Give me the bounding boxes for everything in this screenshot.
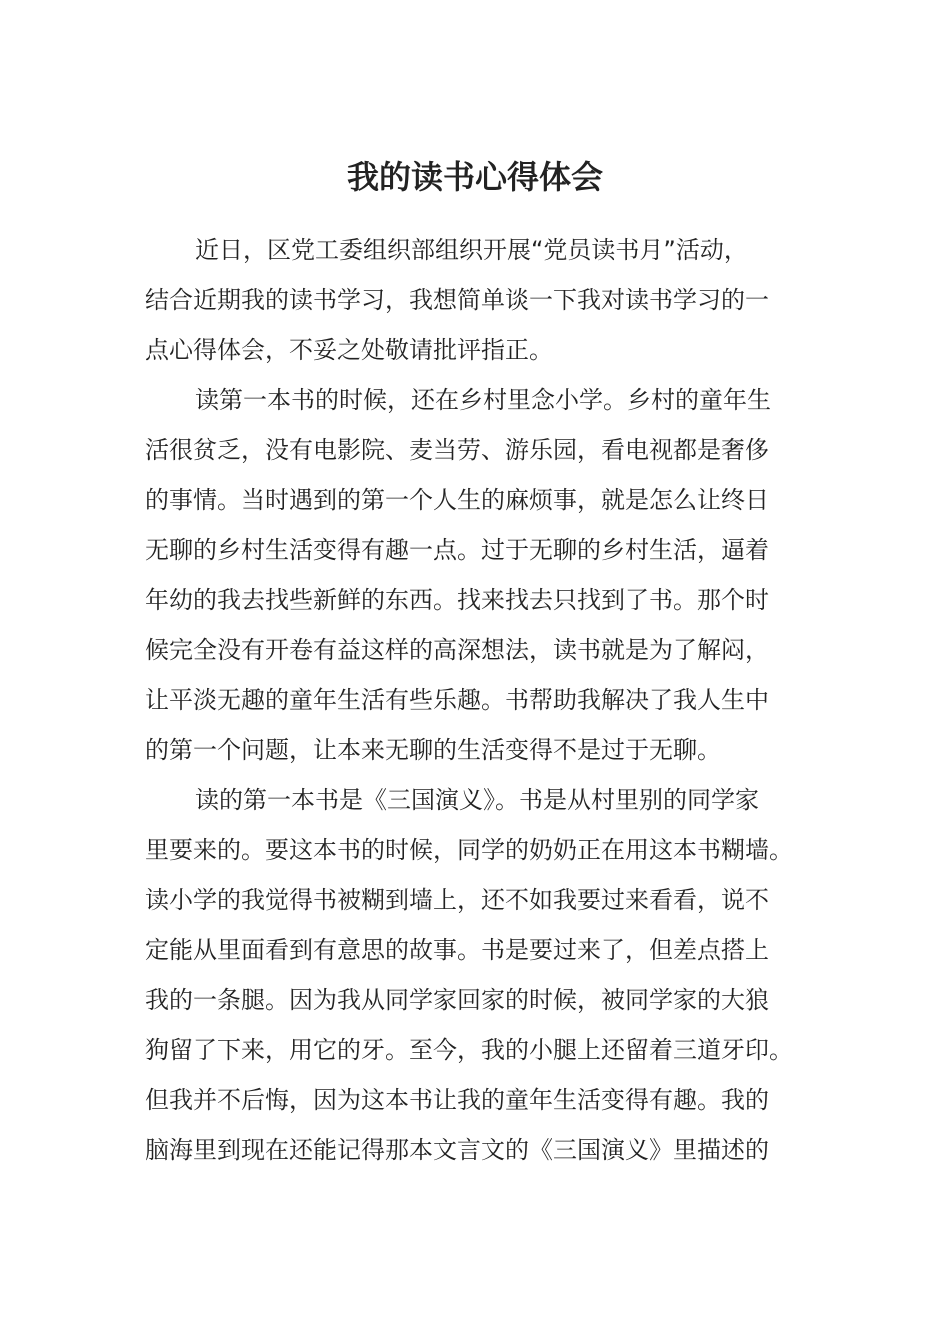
document-title: 我的读书心得体会: [346, 158, 603, 196]
text-line: 脑海里到现在还能记得那本文言文的《三国演义》里描述的: [145, 1136, 769, 1164]
text-line: 点心得体会，不妥之处敬请批评指正。: [145, 336, 553, 364]
text-line: 候完全没有开卷有益这样的高深想法，读书就是为了解闷，: [145, 636, 769, 664]
text-line: 无聊的乡村生活变得有趣一点。过于无聊的乡村生活，逼着: [145, 536, 769, 564]
document-body: [145, 225, 805, 1175]
text-line: 近日，区党工委组织部组织开展“党员读书月”活动，: [195, 236, 748, 264]
text-line: 狗留了下来，用它的牙。至今，我的小腿上还留着三道牙印。: [145, 1036, 793, 1064]
text-line: 定能从里面看到有意思的故事。书是要过来了，但差点搭上: [145, 936, 769, 964]
text-line: 活很贫乏，没有电影院、麦当劳、游乐园，看电视都是奢侈: [145, 436, 769, 464]
text-line: 让平淡无趣的童年生活有些乐趣。书帮助我解决了我人生中: [145, 686, 769, 714]
text-line: 读小学的我觉得书被糊到墙上，还不如我要过来看看，说不: [145, 886, 769, 914]
text-line: 读的第一本书是《三国演义》。书是从村里别的同学家: [195, 786, 759, 814]
text-line: 的事情。当时遇到的第一个人生的麻烦事，就是怎么让终日: [145, 486, 769, 514]
text-line: 但我并不后悔，因为这本书让我的童年生活变得有趣。我的: [145, 1086, 769, 1114]
text-line: 我的一条腿。因为我从同学家回家的时候，被同学家的大狼: [145, 986, 769, 1014]
text-line: 年幼的我去找些新鲜的东西。找来找去只找到了书。那个时: [145, 586, 769, 614]
text-line: 结合近期我的读书学习，我想简单谈一下我对读书学习的一: [145, 286, 769, 314]
paragraph-3: [145, 775, 805, 1175]
text-line: 读第一本书的时候，还在乡村里念小学。乡村的童年生: [195, 386, 771, 414]
paragraph-2: [145, 375, 805, 775]
text-line: 里要来的。要这本书的时候，同学的奶奶正在用这本书糊墙。: [145, 836, 793, 864]
text-line: 的第一个问题，让本来无聊的生活变得不是过于无聊。: [145, 736, 721, 764]
paragraph-1: [145, 225, 805, 375]
